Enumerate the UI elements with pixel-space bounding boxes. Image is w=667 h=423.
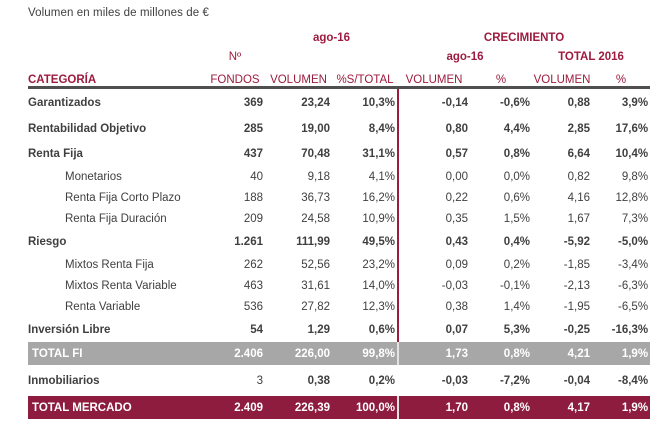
table-row — [28, 141, 650, 166]
cell-value: -0,14 — [398, 88, 470, 117]
cell-value: 1,4% — [503, 300, 531, 313]
row-label: Rentabilidad Objetivo — [28, 122, 147, 135]
table-header — [28, 26, 650, 88]
cell-value: 9,18 — [307, 170, 330, 183]
table-row — [28, 116, 650, 141]
table-row — [28, 342, 650, 365]
group-header-crecimiento: CRECIMIENTO — [483, 32, 565, 44]
cell-value: -0,03 — [398, 275, 470, 296]
cell-value: 24,58 — [301, 212, 330, 225]
table-row — [28, 365, 650, 396]
cell-value: 4,4% — [503, 122, 531, 135]
cell-value: -0,04 — [563, 374, 591, 387]
cell-value: 23,24 — [301, 96, 330, 109]
row-label: Mixtos Renta Fija — [65, 258, 154, 271]
cell-value: -1,95 — [563, 300, 591, 313]
cell-value: 0,88 — [567, 96, 591, 109]
cell-value: 0,00 — [398, 166, 470, 187]
cell-value: 0,0% — [503, 170, 531, 183]
cell-value: 1,70 — [398, 396, 470, 419]
cell-value: 111,99 — [296, 235, 330, 248]
table-row — [28, 229, 650, 254]
cell-value: -0,6% — [499, 96, 531, 109]
cell-value: 0,57 — [398, 141, 470, 166]
cell-value: 0,35 — [398, 208, 470, 229]
group-header-crec-ago16: ago-16 — [446, 51, 484, 63]
cell-value: 16,2% — [362, 191, 396, 204]
cell-value: 10,3% — [362, 96, 396, 109]
row-label: Renta Fija Duración — [65, 212, 167, 225]
cell-value: 99,8% — [332, 342, 398, 365]
cell-value: -8,4% — [618, 374, 649, 387]
cell-value: 40 — [250, 170, 263, 183]
group-header-ago16: ago-16 — [312, 32, 351, 44]
cell-value: 3 — [256, 374, 263, 387]
row-label: TOTAL FI — [28, 342, 205, 365]
cell-value: 536 — [243, 300, 263, 313]
row-label: Mixtos Renta Variable — [65, 279, 177, 292]
cell-value: 226,39 — [265, 396, 332, 419]
table-row — [28, 88, 650, 117]
cell-value: 0,43 — [398, 229, 470, 254]
cell-value: 49,5% — [362, 235, 396, 248]
cell-value: 0,4% — [503, 235, 531, 248]
header-stotal: %S/TOTAL — [336, 74, 394, 86]
cell-value: 0,07 — [398, 317, 470, 342]
cell-value: 19,00 — [301, 122, 330, 135]
cell-value: 3,9% — [621, 96, 649, 109]
cell-value: -3,4% — [618, 258, 649, 271]
table-row — [28, 317, 650, 342]
row-label: Renta Fija Corto Plazo — [65, 191, 181, 204]
cell-value: 4,17 — [532, 396, 592, 419]
cell-value: 6,64 — [567, 147, 591, 160]
cell-value: -2,13 — [563, 279, 591, 292]
cell-value: -7,2% — [499, 374, 531, 387]
cell-value: 1,67 — [567, 212, 591, 225]
cell-value: 0,2% — [503, 258, 531, 271]
cell-value: 14,0% — [362, 279, 396, 292]
cell-value: 2.406 — [205, 342, 265, 365]
header-volumen-total2016: VOLUMEN — [533, 74, 591, 86]
group-header-total2016: TOTAL 2016 — [558, 51, 624, 63]
table-caption: Volumen en miles de millones de € — [28, 7, 210, 19]
cell-value: -0,1% — [499, 279, 531, 292]
cell-value: 4,1% — [368, 170, 396, 183]
cell-value: 2,85 — [567, 122, 591, 135]
cell-value: 262 — [243, 258, 263, 271]
table-row — [28, 275, 650, 296]
cell-value: 12,8% — [615, 191, 649, 204]
cell-value: 8,4% — [368, 122, 396, 135]
cell-value: 7,3% — [621, 212, 649, 225]
cell-value: 0,6% — [503, 191, 531, 204]
cell-value: 9,8% — [621, 170, 649, 183]
header-group-row-2 — [28, 44, 650, 63]
cell-value: 0,80 — [398, 116, 470, 141]
header-fondos: FONDOS — [210, 74, 260, 86]
cell-value: -1,85 — [563, 258, 591, 271]
table-row — [28, 296, 650, 317]
header-pct-crec-ago16: % — [495, 74, 507, 86]
header-columns-row — [28, 63, 650, 88]
table-body — [28, 88, 650, 420]
cell-value: 0,38 — [307, 374, 330, 387]
row-label: Inversión Libre — [28, 323, 111, 336]
header-num: Nº — [228, 51, 242, 63]
row-label: Monetarios — [65, 170, 122, 183]
cell-value: 2.409 — [205, 396, 265, 419]
cell-value: -6,3% — [618, 279, 649, 292]
cell-value: 188 — [243, 191, 263, 204]
table-row — [28, 396, 650, 419]
cell-value: 1,29 — [307, 323, 330, 336]
header-volumen-crec-ago16: VOLUMEN — [405, 74, 463, 86]
row-label: Inmobiliarios — [28, 374, 100, 387]
table-row — [28, 208, 650, 229]
row-label: Riesgo — [28, 235, 67, 248]
table-row — [28, 187, 650, 208]
header-pct-total2016: % — [615, 74, 627, 86]
cell-value: 54 — [250, 323, 263, 336]
table-row — [28, 254, 650, 275]
row-label: Renta Variable — [65, 300, 141, 313]
cell-value: -6,5% — [618, 300, 649, 313]
cell-value: 0,09 — [398, 254, 470, 275]
cell-value: 369 — [243, 96, 263, 109]
cell-value: 31,1% — [362, 147, 396, 160]
cell-value: 10,4% — [615, 147, 649, 160]
cell-value: 1,5% — [503, 212, 531, 225]
cell-value: -5,0% — [618, 235, 649, 248]
cell-value: 100,0% — [332, 396, 398, 419]
cell-value: 0,2% — [368, 374, 396, 387]
cell-value: 4,21 — [532, 342, 592, 365]
cell-value: 31,61 — [301, 279, 330, 292]
cell-value: 285 — [243, 122, 263, 135]
cell-value: 52,56 — [301, 258, 330, 271]
header-volumen-ago16: VOLUMEN — [270, 74, 327, 86]
cell-value: 0,22 — [398, 187, 470, 208]
funds-table — [28, 26, 650, 419]
cell-value: 17,6% — [615, 122, 649, 135]
row-label: TOTAL MERCADO — [28, 396, 205, 419]
cell-value: 10,9% — [362, 212, 396, 225]
header-categoria: CATEGORÍA — [28, 74, 97, 86]
row-label: Garantizados — [28, 96, 101, 109]
header-group-row-1 — [28, 26, 650, 44]
cell-value: 5,3% — [503, 323, 531, 336]
cell-value: 463 — [243, 279, 263, 292]
cell-value: 1,9% — [592, 396, 650, 419]
cell-value: 226,00 — [265, 342, 332, 365]
cell-value: 0,38 — [398, 296, 470, 317]
cell-value: 0,8% — [470, 342, 532, 365]
cell-value: 1,73 — [398, 342, 470, 365]
cell-value: 27,82 — [301, 300, 330, 313]
cell-value: 437 — [243, 147, 263, 160]
cell-value: 70,48 — [301, 147, 330, 160]
cell-value: 1,9% — [592, 342, 650, 365]
table-row — [28, 166, 650, 187]
cell-value: 4,16 — [567, 191, 591, 204]
cell-value: 0,8% — [503, 147, 531, 160]
cell-value: -16,3% — [611, 323, 649, 336]
cell-value: 0,6% — [368, 323, 396, 336]
cell-value: -0,03 — [441, 374, 469, 387]
cell-value: 1.261 — [234, 235, 263, 248]
cell-value: 0,82 — [567, 170, 591, 183]
cell-value: 0,8% — [470, 396, 532, 419]
row-label: Renta Fija — [28, 147, 83, 160]
cell-value: 36,73 — [301, 191, 330, 204]
cell-value: 209 — [243, 212, 263, 225]
cell-value: 23,2% — [362, 258, 396, 271]
cell-value: -5,92 — [563, 235, 591, 248]
cell-value: 12,3% — [362, 300, 396, 313]
cell-value: -0,25 — [563, 323, 591, 336]
